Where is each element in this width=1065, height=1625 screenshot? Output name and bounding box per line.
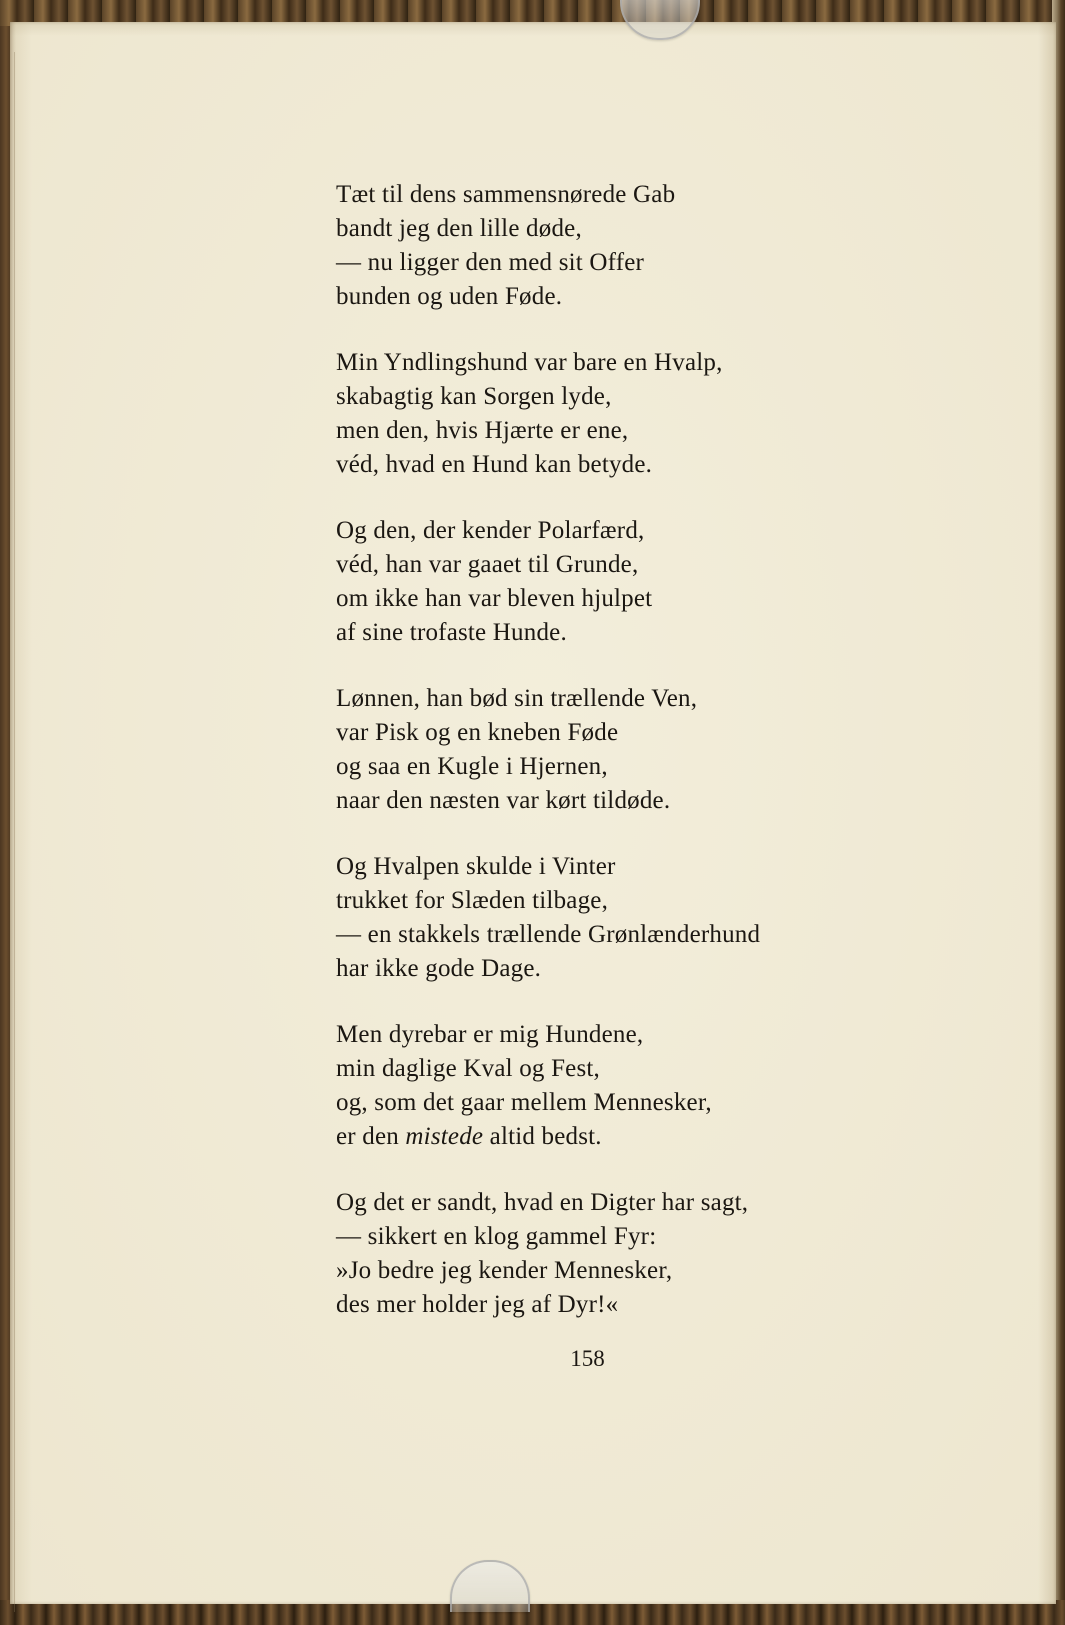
poem-line: om ikke han var bleven hjulpet bbox=[336, 585, 653, 612]
poem-line: véd, han var gaaet til Grunde, bbox=[336, 551, 639, 578]
poem-line: des mer holder jeg af Dyr!« bbox=[336, 1291, 619, 1318]
poem-line: Men dyrebar er mig Hundene, bbox=[336, 1021, 644, 1048]
stanza-4 bbox=[336, 682, 896, 818]
stanza-5 bbox=[336, 850, 896, 986]
poem-line: véd, hvad en Hund kan betyde. bbox=[336, 451, 653, 478]
poem-line: — en stakkels trællende Grønlænderhund bbox=[336, 921, 761, 948]
poem-line-end: altid bedst. bbox=[483, 1123, 602, 1150]
poem-line: har ikke gode Dage. bbox=[336, 955, 542, 982]
poem-line: Min Yndlingshund var bare en Hvalp, bbox=[336, 349, 723, 376]
poem-line-with-emphasis bbox=[336, 1120, 896, 1154]
poem-line: Og det er sandt, hvad en Digter har sagt, bbox=[336, 1189, 749, 1216]
stanza-6 bbox=[336, 1018, 896, 1154]
poem-line: »Jo bedre jeg kender Mennesker, bbox=[336, 1257, 673, 1284]
stanza-1 bbox=[336, 178, 896, 314]
poem-line: og saa en Kugle i Hjernen, bbox=[336, 753, 608, 780]
poem-line: bunden og uden Føde. bbox=[336, 283, 563, 310]
page-gutter-line bbox=[14, 52, 15, 1612]
page-number: 158 bbox=[570, 1346, 605, 1371]
poem-line: Og den, der kender Polarfærd, bbox=[336, 517, 645, 544]
poem-line: skabagtig kan Sorgen lyde, bbox=[336, 383, 612, 410]
poem-line: og, som det gaar mellem Mennesker, bbox=[336, 1089, 712, 1116]
poem-line: af sine trofaste Hunde. bbox=[336, 619, 567, 646]
poem-line: Tæt til dens sammensnørede Gab bbox=[336, 181, 676, 208]
poem-text bbox=[336, 178, 896, 1354]
poem-line: bandt jeg den lille døde, bbox=[336, 215, 582, 242]
stanza-3 bbox=[336, 514, 896, 650]
poem-line: Og Hvalpen skulde i Vinter bbox=[336, 853, 616, 880]
poem-line: — nu ligger den med sit Offer bbox=[336, 249, 645, 276]
poem-line: — sikkert en klog gammel Fyr: bbox=[336, 1223, 657, 1250]
stanza-2 bbox=[336, 346, 896, 482]
poem-line: min daglige Kval og Fest, bbox=[336, 1055, 600, 1082]
poem-line: naar den næsten var kørt tildøde. bbox=[336, 787, 671, 814]
poem-line: men den, hvis Hjærte er ene, bbox=[336, 417, 629, 444]
poem-line: var Pisk og en kneben Føde bbox=[336, 719, 619, 746]
emphasized-word: mistede bbox=[405, 1123, 484, 1150]
poem-line: trukket for Slæden tilbage, bbox=[336, 887, 609, 914]
poem-line: Lønnen, han bød sin trællende Ven, bbox=[336, 685, 698, 712]
stanza-7 bbox=[336, 1186, 896, 1322]
poem-line-start: er den bbox=[336, 1123, 406, 1150]
